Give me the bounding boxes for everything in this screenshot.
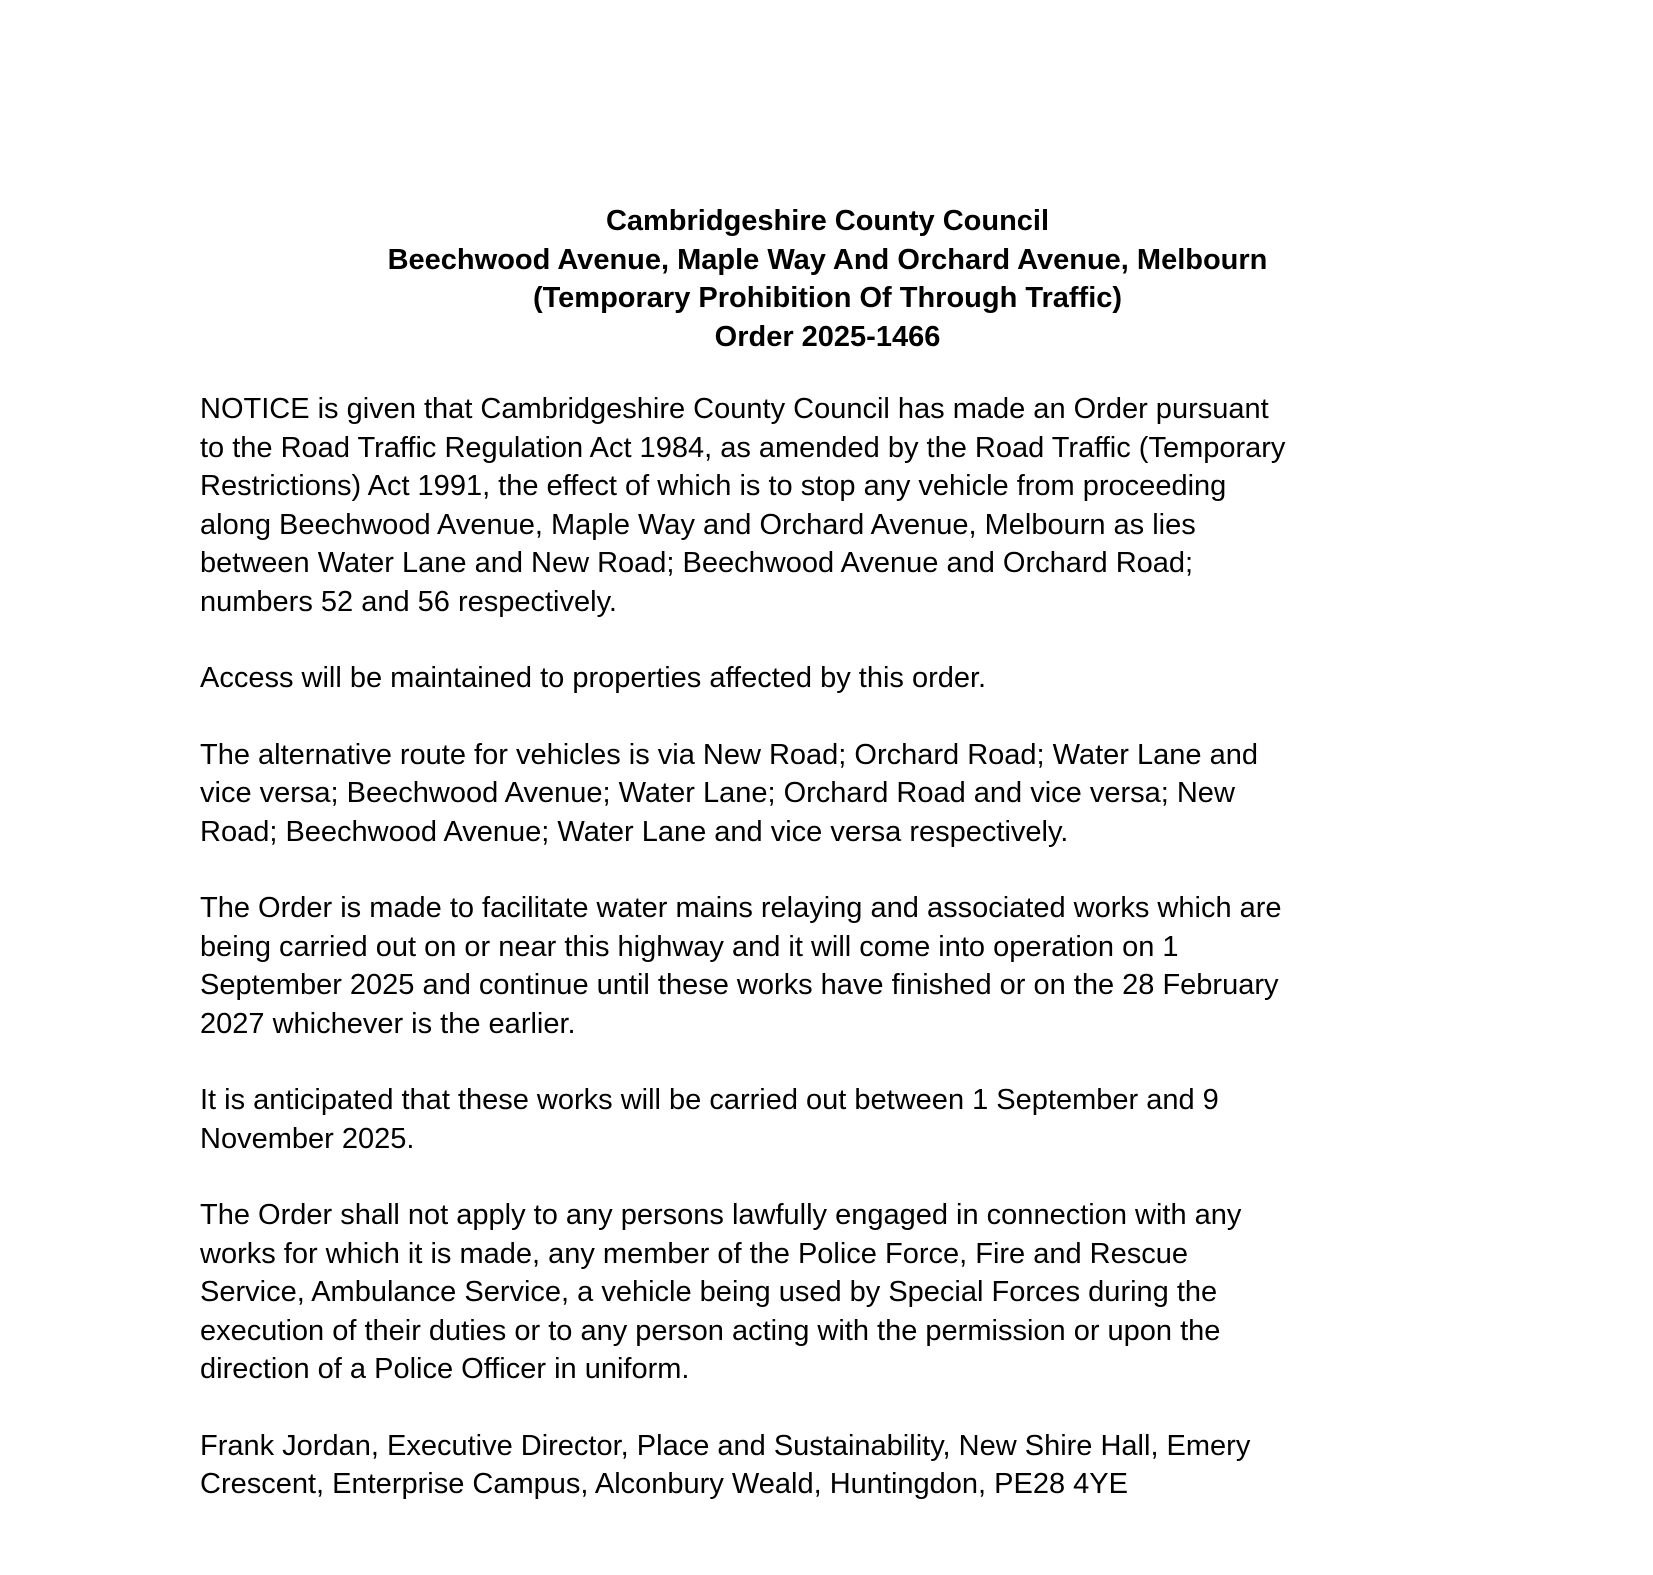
- paragraph-line: The Order is made to facilitate water mains relaying and associated works which are: [200, 892, 1282, 924]
- works-dates-paragraph: [200, 1081, 1500, 1158]
- paragraph-line: Service, Ambulance Service, a vehicle being used by Special Forces during the: [200, 1276, 1218, 1308]
- paragraph-line: It is anticipated that these works will be carried out between 1 September and 9: [200, 1084, 1219, 1116]
- paragraph-line: NOTICE is given that Cambridgeshire County Council has made an Order pursuant: [200, 393, 1269, 425]
- paragraph-line: Road; Beechwood Avenue; Water Lane and vice versa respectively.: [200, 815, 1069, 848]
- paragraph-line: vice versa; Beechwood Avenue; Water Lane; Orchard Road and vice versa; New: [200, 777, 1235, 809]
- order-number: Order 2025-1466: [714, 320, 941, 353]
- paragraph-line: Frank Jordan, Executive Director, Place and Sustainability, New Shire Hall, Emery: [200, 1429, 1251, 1462]
- paragraph-line: execution of their duties or to any person acting with the permission or upon the: [200, 1314, 1221, 1347]
- paragraph-line: September 2025 and continue until these works have finished or on the 28 February: [200, 969, 1279, 1001]
- paragraph-line: works for which it is made, any member of the Police Force, Fire and Rescue: [200, 1237, 1188, 1270]
- notice-paragraph: [200, 390, 1500, 621]
- order-type: (Temporary Prohibition Of Through Traffic): [532, 282, 1123, 314]
- order-purpose-paragraph: [200, 889, 1500, 1043]
- paragraph-line: Access will be maintained to properties affected by this order.: [200, 662, 987, 694]
- council-name: Cambridgeshire County Council: [605, 205, 1050, 237]
- paragraph-line: being carried out on or near this highway and it will come into operation on 1: [200, 930, 1179, 963]
- paragraph-line: direction of a Police Officer in uniform.: [200, 1353, 690, 1385]
- exemptions-paragraph: [200, 1196, 1500, 1389]
- access-paragraph: [200, 659, 1500, 698]
- paragraph-line: along Beechwood Avenue, Maple Way and Orchard Avenue, Melbourn as lies: [200, 508, 1196, 541]
- signatory-paragraph: [200, 1427, 1500, 1504]
- paragraph-line: November 2025.: [200, 1122, 415, 1155]
- paragraph-line: to the Road Traffic Regulation Act 1984, as amended by the Road Traffic (Temporary: [200, 431, 1286, 464]
- paragraph-line: Crescent, Enterprise Campus, Alconbury Weald, Huntingdon, PE28 4YE: [200, 1468, 1128, 1500]
- paragraph-line: between Water Lane and New Road; Beechwood Avenue and Orchard Road;: [200, 547, 1194, 579]
- order-locations: Beechwood Avenue, Maple Way And Orchard Avenue, Melbourn: [387, 243, 1268, 276]
- paragraph-line: Restrictions) Act 1991, the effect of which is to stop any vehicle from proceeding: [200, 470, 1227, 502]
- notice-heading: [190, 202, 1465, 356]
- notice-body: [200, 390, 1500, 1542]
- paragraph-line: numbers 52 and 56 respectively.: [200, 585, 617, 618]
- paragraph-line: 2027 whichever is the earlier.: [200, 1007, 576, 1040]
- paragraph-line: The Order shall not apply to any persons lawfully engaged in connection with any: [200, 1199, 1242, 1231]
- paragraph-line: The alternative route for vehicles is via New Road; Orchard Road; Water Lane and: [200, 738, 1258, 771]
- alternative-route-paragraph: [200, 736, 1500, 852]
